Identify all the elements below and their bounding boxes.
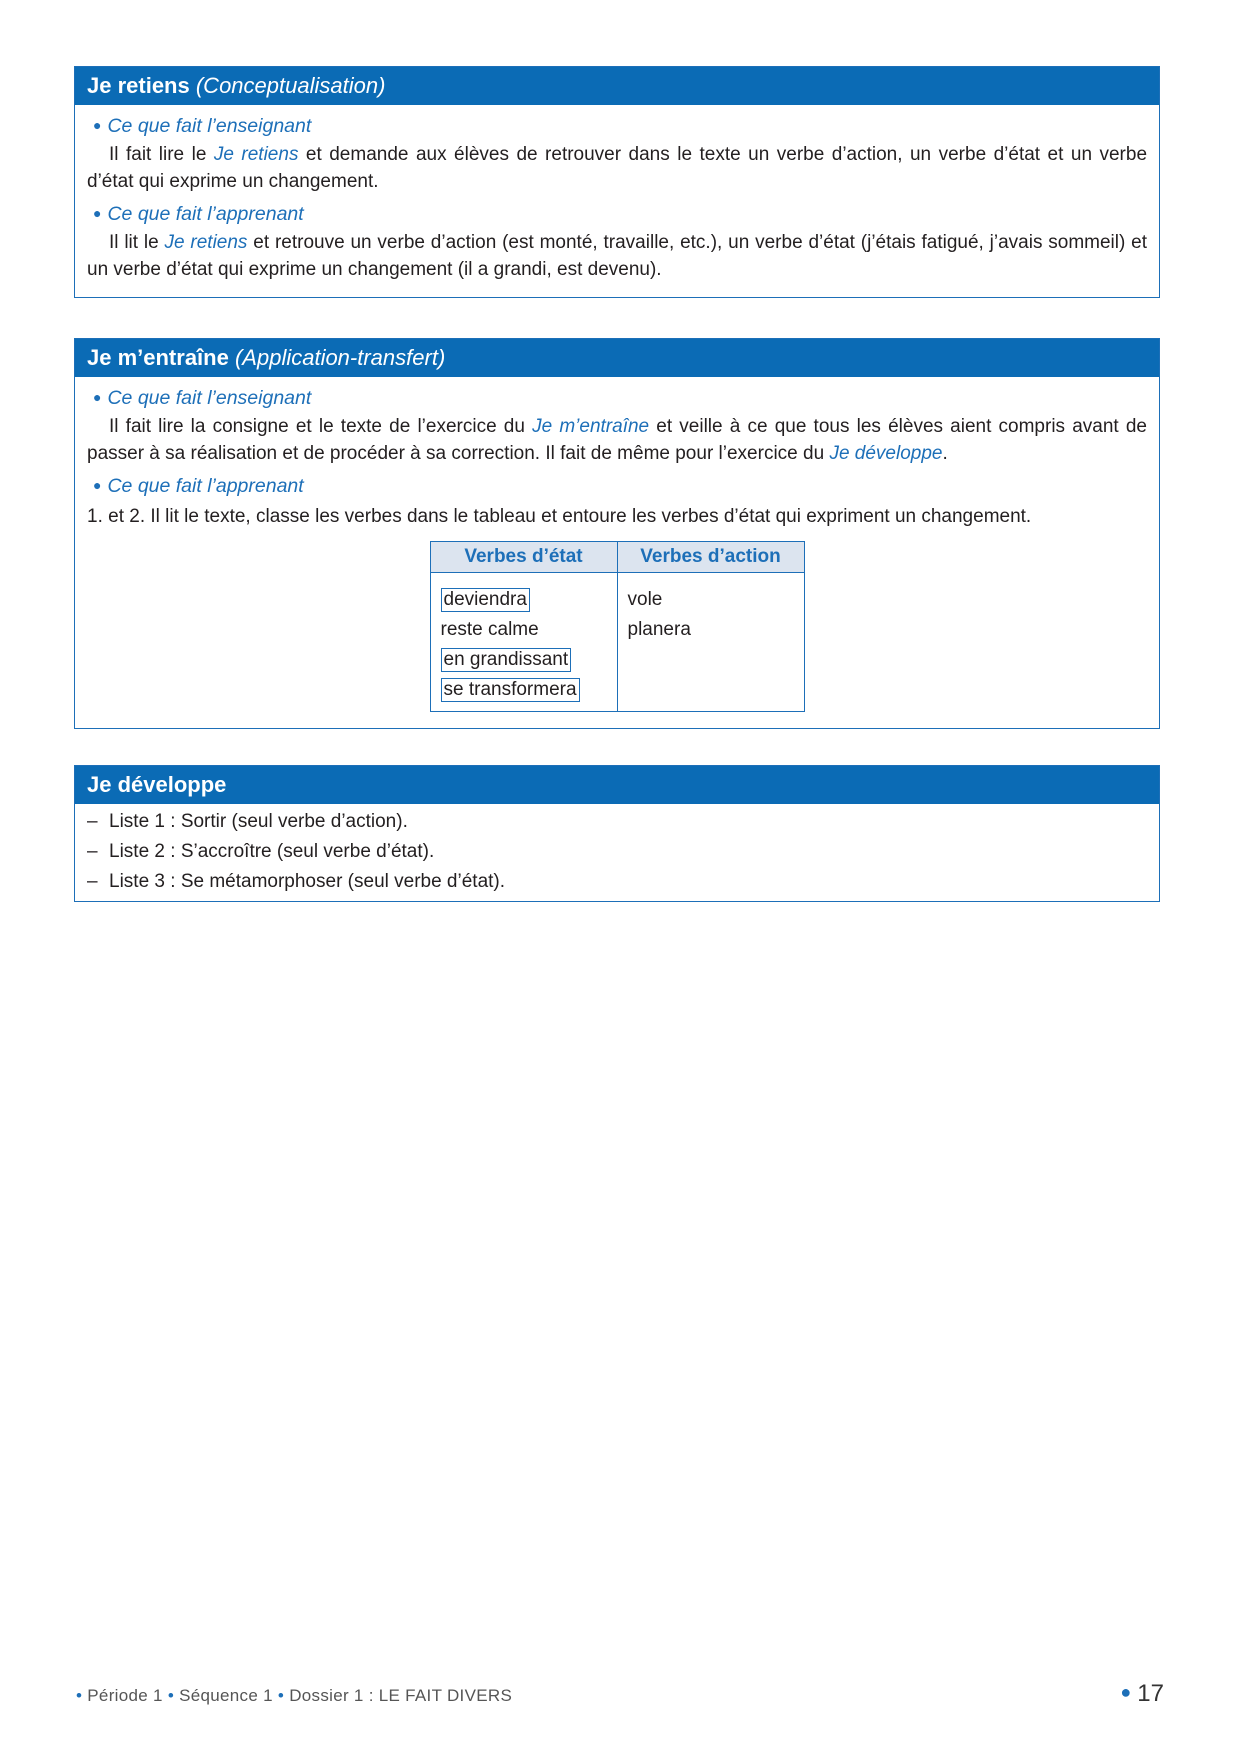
cell-verbes-action <box>617 573 804 712</box>
framed-verb: se transformera <box>441 678 580 702</box>
ref-je-developpe: Je développe <box>829 443 943 464</box>
subheading-enseignant <box>87 111 1147 141</box>
section-je-mentraine <box>74 338 1160 729</box>
ref-je-retiens: Je retiens <box>213 144 299 165</box>
subheading-apprenant <box>87 199 1147 229</box>
list-item <box>441 675 607 705</box>
framed-verb: deviendra <box>441 588 530 612</box>
paragraph-apprenant: Il lit le Je retiens et retrouve un verbe d’action (est monté, travaille, etc.), un verbe d’état (j’étais fatigué, j’avais sommeil) et un verbe d’état qui exprime un changement (il a grandi, est devenu). <box>87 232 1148 280</box>
section-body <box>75 377 1159 728</box>
bullet-icon: ● <box>93 477 102 493</box>
section-subtitle: (Conceptualisation) <box>195 73 386 98</box>
list-item: planera <box>627 619 691 640</box>
column-header-etat: Verbes d’état <box>430 542 617 573</box>
bullet-icon: • <box>76 1686 83 1705</box>
subheading-text: Ce que fait l’enseignant <box>107 387 312 409</box>
bullet-icon: ● <box>93 117 102 133</box>
list-item: – Liste 2 : S’accroître (seul verbe d’état). <box>87 841 435 862</box>
section-subtitle: (Application-transfert) <box>234 345 446 370</box>
list-item: vole <box>627 589 663 610</box>
verbs-table <box>430 541 805 712</box>
table-header-row <box>430 542 804 573</box>
table-row <box>430 573 804 712</box>
bullet-icon: ● <box>93 205 102 221</box>
section-title: Je retiens <box>87 73 190 98</box>
subheading-enseignant <box>87 383 1147 413</box>
section-je-developpe <box>74 765 1160 902</box>
paragraph-enseignant: Il fait lire le Je retiens et demande aux élèves de retrouver dans le texte un verbe d’action, un verbe d’état et un verbe d’état qui exprime un changement. <box>87 144 1148 192</box>
section-header <box>75 67 1159 105</box>
list-item: – Liste 3 : Se métamorphoser (seul verbe d’état). <box>87 871 506 892</box>
list-item <box>441 585 607 615</box>
page-number: ● 17 <box>1120 1680 1164 1707</box>
paragraph-enseignant: Il fait lire la consigne et le texte de l’exercice du Je m’entraîne et veille à ce que tous les élèves aient compris avant de passer à sa réalisation et de procéder à sa correction. Il fait de même pour l’exercice du Je développe. <box>87 416 1147 464</box>
list-item <box>441 645 607 675</box>
bullet-icon: • <box>277 1686 285 1705</box>
exercise-answer-line: 1. et 2. Il lit le texte, classe les verbes dans le tableau et entoure les verbes d’état qui expriment un changement. <box>87 506 1032 527</box>
bullet-icon: ● <box>93 389 102 405</box>
bullet-icon: • <box>167 1686 175 1705</box>
framed-verb: en grandissant <box>441 648 572 672</box>
column-header-action: Verbes d’action <box>617 542 804 573</box>
section-title: Je développe <box>87 772 227 797</box>
subheading-apprenant <box>87 471 1147 501</box>
section-header <box>75 766 1159 804</box>
footer-dossier: Dossier 1 : LE FAIT DIVERS <box>289 1686 513 1705</box>
ref-je-mentraine: Je m’entraîne <box>532 416 650 437</box>
footer-breadcrumb <box>76 1686 512 1706</box>
subheading-text: Ce que fait l’enseignant <box>107 115 312 137</box>
section-body <box>75 105 1159 297</box>
bullet-icon: ● <box>1120 1682 1132 1702</box>
footer-periode: Période 1 <box>87 1686 163 1705</box>
section-je-retiens <box>74 66 1160 298</box>
list-item: reste calme <box>440 619 539 640</box>
subheading-text: Ce que fait l’apprenant <box>107 475 304 497</box>
cell-verbes-etat <box>430 573 617 712</box>
list-item: – Liste 1 : Sortir (seul verbe d’action). <box>87 811 408 832</box>
section-header <box>75 339 1159 377</box>
section-title: Je m’entraîne <box>87 345 229 370</box>
footer-sequence: Séquence 1 <box>179 1686 273 1705</box>
subheading-text: Ce que fait l’apprenant <box>107 203 304 225</box>
section-body <box>75 804 1159 901</box>
ref-je-retiens: Je retiens <box>164 232 248 253</box>
